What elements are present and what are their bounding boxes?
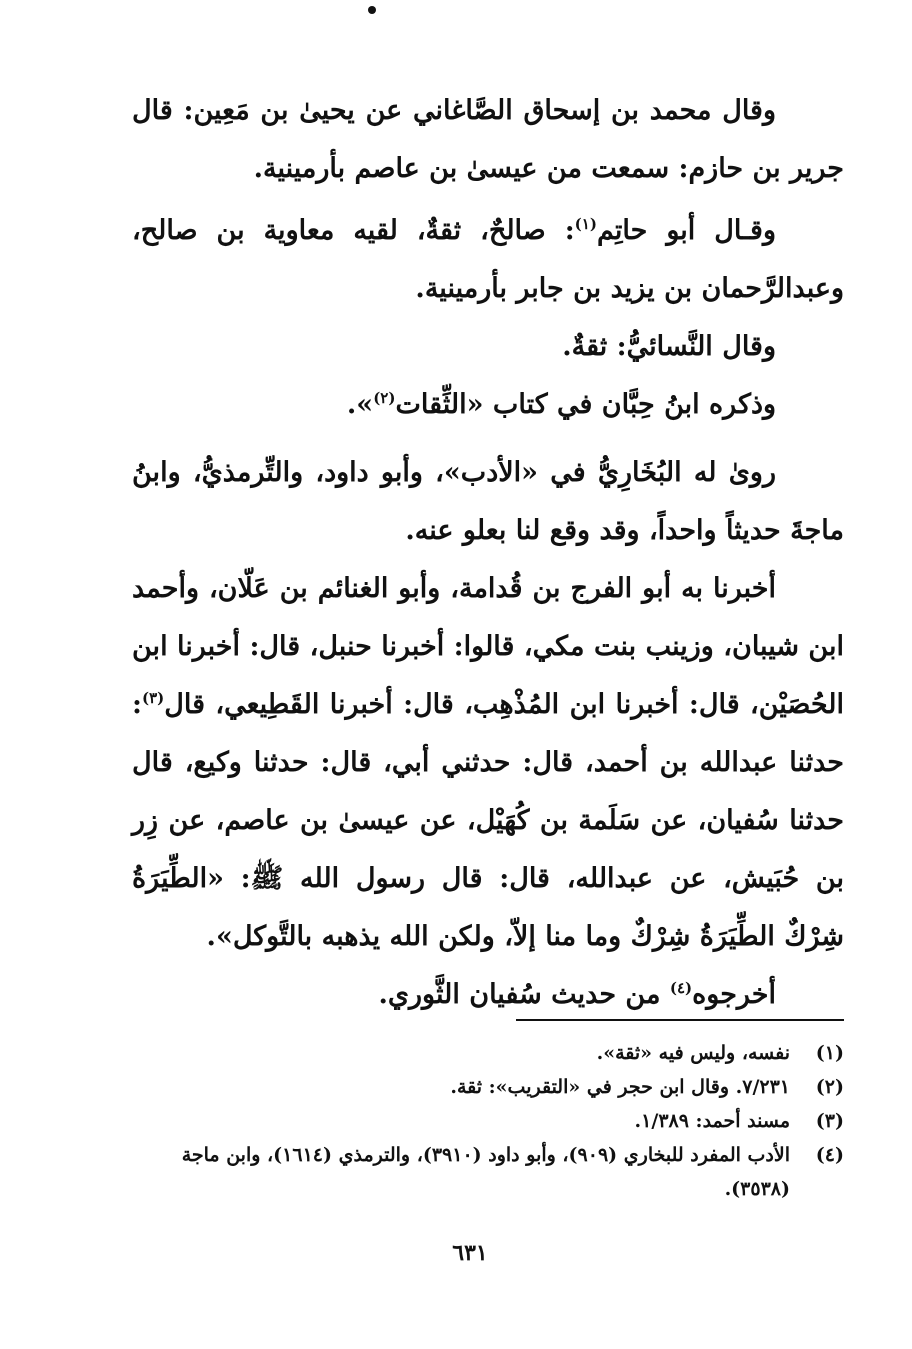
paragraph-7 [132,966,844,1024]
footnote-ref-2: (٢) [373,389,396,407]
paragraph-7-start: أخرجوه [692,979,776,1010]
paragraph-2 [132,202,844,318]
footnote-number: (٢) [815,1076,844,1098]
paragraph-1: وقال محمد بن إسحاق الصَّاغاني عن يحيىٰ بن مَعِين: قال جرير بن حازم: سمعت من عيسىٰ بن عاصم بأرمينية. [132,95,844,184]
footnote-number: (١) [815,1042,844,1064]
paragraph-4-start: وذكره ابنُ حِبَّان في كتاب «الثِّقات [395,389,776,420]
footnote-item [132,1138,844,1206]
footnote-ref-1: (١) [574,215,597,233]
footnote-text: مسند أحمد: ١/٣٨٩. [634,1110,790,1132]
footnote-item [132,1036,844,1070]
footnote-ref-3: (٣) [141,689,165,707]
footnote-item [132,1104,844,1138]
paragraph-2-start: وقـال أبو حاتِم [596,215,776,246]
paragraph-6-start: أخبرنا به أبو الفرج بن قُدامة، وأبو الغنائم بن عَلّان، وأحمد ابن شيبان، وزينب بنت مكي، قالوا: أخبرنا حنبل، قال: أخبرنا ابن الحُصَيْن، قال: أخبرنا ابن المُذْهِب، قال: أخبرنا القَطِيعي، قال [132,573,844,720]
paragraph-2-end: : صالحٌ، ثقةٌ، لقيه معاوية بن صالح، وعبدالرَّحمان بن يزيد بن جابر بأرمينية. [132,215,844,304]
footnote-number: (٣) [815,1110,844,1132]
page-number: ٦٣١ [452,1240,488,1266]
footnote-separator [516,1019,844,1021]
footnote-text: نفسه، وليس فيه «ثقة». [596,1042,790,1064]
paragraph-3: وقال النَّسائيُّ: ثقةٌ. [562,331,776,362]
footnote-text: الأدب المفرد للبخاري (٩٠٩)، وأبو داود (٣٩١٠)، والترمذي (١٦١٤)، وابن ماجة (٣٥٣٨). [181,1144,790,1200]
footnotes [132,1036,844,1206]
top-mark [368,6,376,14]
footnote-ref-4: (٤) [669,979,693,997]
footnote-text: ٧/٢٣١. وقال ابن حجر في «التقريب»: ثقة. [450,1076,790,1098]
footnote-number: (٤) [815,1144,844,1166]
paragraph-5: روىٰ له البُخَارِيُّ في «الأدب»، وأبو داود، والتِّرمذيُّ، وابنُ ماجةَ حديثاً واحداً، وقد وقع لنا بعلو عنه. [132,457,844,546]
main-text [132,82,844,1024]
footnote-item [132,1070,844,1104]
paragraph-4 [132,376,844,434]
paragraph-6-end: : حدثنا عبدالله بن أحمد، قال: حدثني أبي، قال: حدثنا وكيع، قال حدثنا سُفيان، عن سَلَمة بن كُهَيْل، عن عيسىٰ بن عاصم، عن زِر بن حُبَيش، عن عبدالله، قال: قال رسول الله ﷺ: «الطِّيَرَةُ شِرْكٌ الطِّيَرَةُ شِرْكٌ وما منا إلاّ، ولكن الله يذهبه بالتَّوكل». [132,689,844,952]
paragraph-7-end: من حديث سُفيان الثَّوري. [378,979,670,1010]
paragraph-6 [132,560,844,966]
paragraph-4-end: ». [346,389,374,420]
